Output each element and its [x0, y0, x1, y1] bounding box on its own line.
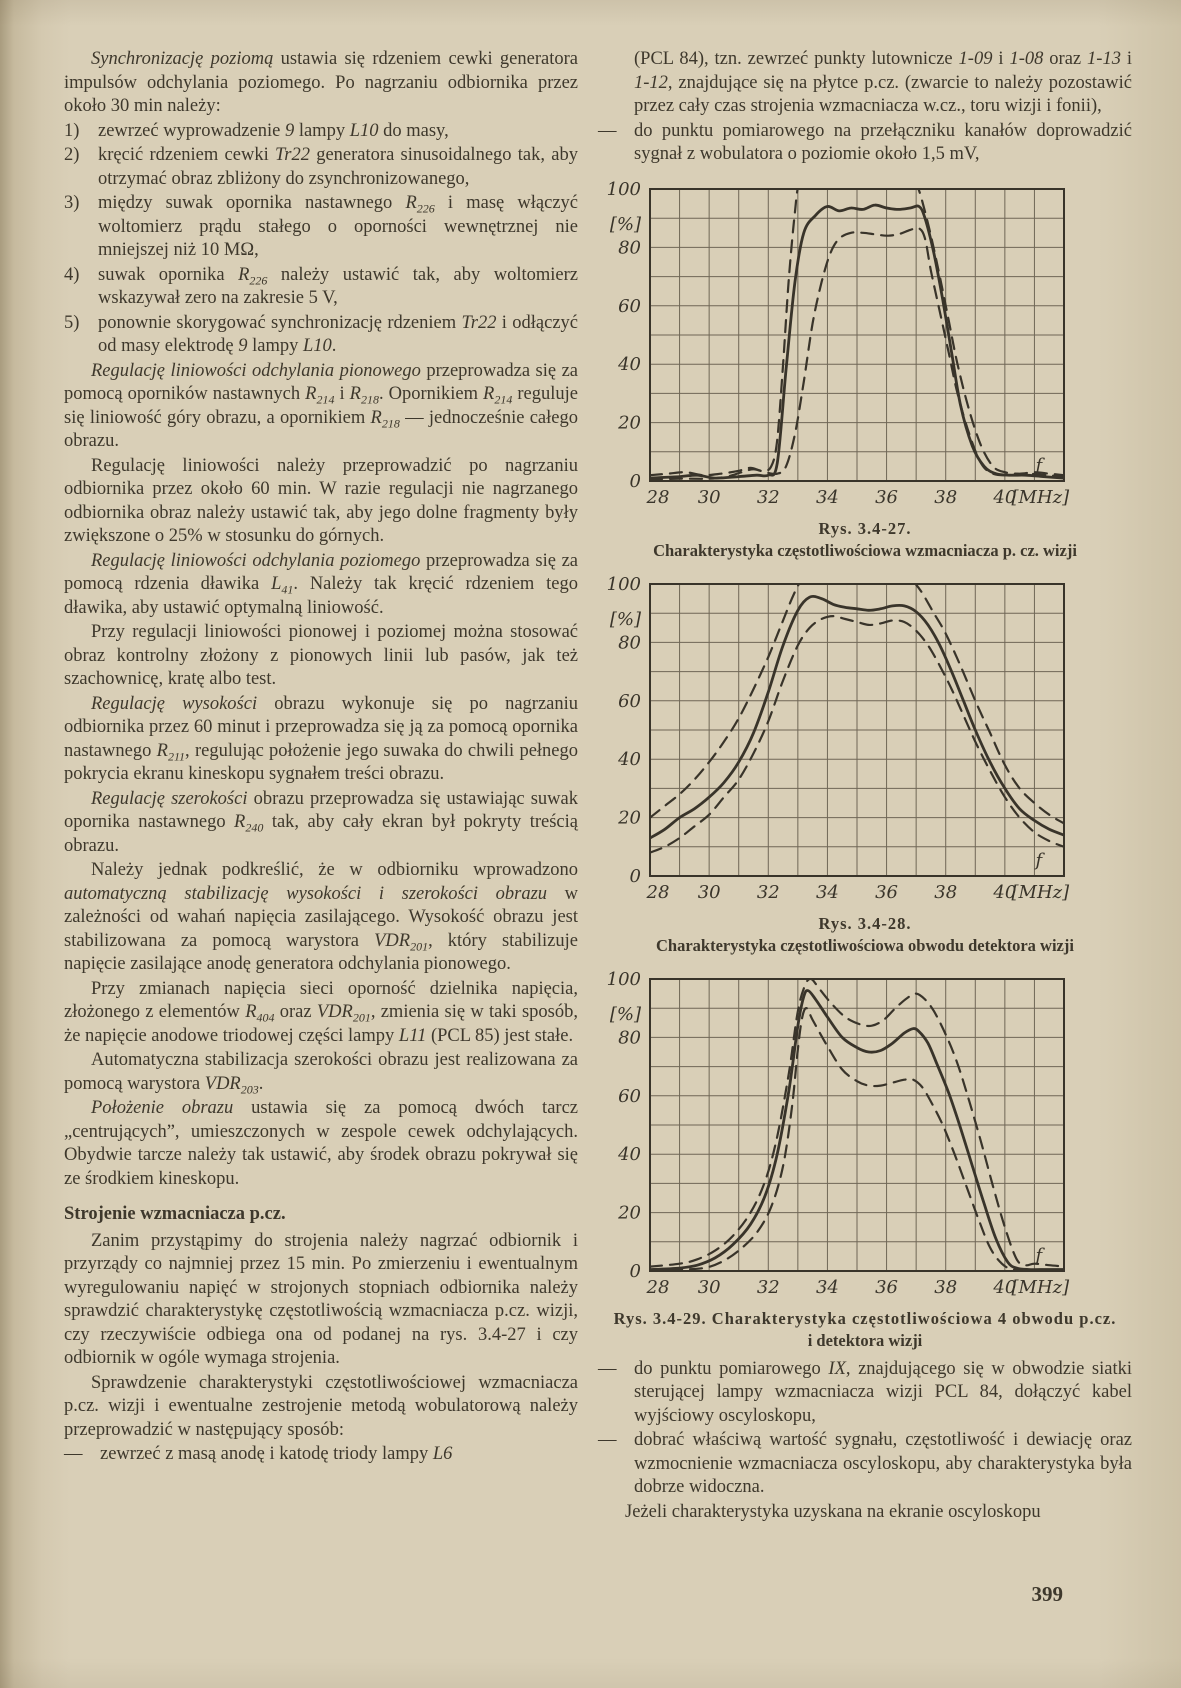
svg-text:40: 40	[993, 486, 1017, 508]
y-axis-labels	[607, 574, 642, 887]
svg-text:0: 0	[629, 1260, 641, 1282]
svg-text:60: 60	[618, 295, 641, 317]
section-heading: Strojenie wzmacniacza p.cz.	[64, 1204, 286, 1224]
svg-text:30: 30	[697, 486, 721, 508]
svg-text:100: 100	[606, 573, 641, 595]
paragraph: Regulację szerokości obrazu przeprowadza się ustawiając suwak opornika nastawnego $R_{240}$ tak, aby cały ekran był pokryty treścią obrazu.	[64, 788, 578, 856]
svg-text:34: 34	[815, 881, 839, 903]
svg-text:[MHz]: [MHz]	[1011, 881, 1070, 903]
svg-text:20: 20	[618, 412, 641, 434]
svg-text:40: 40	[993, 1276, 1017, 1298]
svg-text:38: 38	[934, 486, 958, 508]
svg-text:20: 20	[618, 807, 641, 829]
svg-text:38: 38	[934, 881, 958, 903]
svg-text:34: 34	[815, 486, 839, 508]
figure-number: Rys. 3.4-29. Charakterystyka częstotliwościowa 4 obwodu p.cz.	[613, 1308, 1117, 1328]
dash-list-item: — do punktu pomiarowego IX, znajdującego się w obwodzie siatki sterującej lampy wzmacniacza wizji PCL 84, dołączyć kabel wyjściowy oscyloskopu,	[598, 1358, 1132, 1426]
list-marker: —	[64, 1444, 83, 1464]
line-chart	[598, 179, 1072, 513]
svg-text:0: 0	[629, 470, 641, 492]
paragraph: Przy regulacji liniowości pionowej i poziomej można stosować obraz kontrolny złożony z pionowych linii lub pasów, jak też szachownicę, kratę albo test.	[64, 622, 578, 689]
continuation-paragraph: (PCL 84), tzn. zewrzeć punkty lutownicze 1-09 i 1-08 oraz 1-13 i 1-12, znajdujące się na płytce p.cz. (zwarcie to należy pozostawić przez cały czas strojenia wzmacniacza w.cz., toru wizji i fonii),	[634, 49, 1133, 116]
figure-3-4-27	[598, 179, 1132, 562]
paragraph: Sprawdzenie charakterystyki częstotliwościowej wzmacniacza p.cz. wizji i ewentualne zestrojenie metodą wobulatorową należy przeprowadzić w następujący sposób:	[64, 1372, 578, 1440]
paragraph: Jeżeli charakterystyka uzyskana na ekranie oscyloskopu	[625, 1501, 1041, 1522]
frequency-response-chart-if-amplifier	[598, 179, 1132, 518]
paragraph: Regulację liniowości odchylania pionowego przeprowadza się za pomocą oporników nastawnych $R_{214}$ i $R_{218}$. Opornikiem $R_{214}$ reguluje się liniowość góry obrazu, a opornikiem $R_{218}$ — jednocześnie całego obrazu.	[64, 360, 578, 451]
svg-text:[%]: [%]	[609, 213, 641, 235]
right-text-column	[598, 48, 1132, 1525]
dash-list-item: — do punktu pomiarowego na przełączniku kanałów doprowadzić sygnał z wobulatora o poziomie około 1,5 mV,	[598, 120, 1132, 164]
svg-text:80: 80	[618, 1026, 641, 1048]
figure-title: Charakterystyka częstotliwościowa obwodu detektora wizji	[656, 935, 1074, 955]
frequency-axis-symbol: f	[1035, 454, 1043, 476]
svg-text:100: 100	[606, 178, 641, 200]
numbered-list-item: 4) suwak opornika $R_{226}$ należy ustawić tak, aby woltomierz wskazywał zero na zakresie 5 V,	[64, 264, 578, 308]
numbered-list-item: 1) zewrzeć wyprowadzenie 9 lampy L10 do masy,	[64, 120, 578, 144]
line-chart	[598, 969, 1072, 1303]
frequency-response-chart-4th-if-circuit	[598, 969, 1132, 1308]
frequency-axis-symbol: f	[1035, 1244, 1043, 1266]
figure-caption	[598, 518, 1132, 562]
svg-text:60: 60	[618, 1085, 641, 1107]
svg-text:36: 36	[875, 881, 899, 903]
svg-text:20: 20	[618, 1202, 641, 1224]
svg-text:[%]: [%]	[609, 608, 641, 630]
right-column-top-text	[598, 48, 1132, 167]
svg-text:28: 28	[646, 486, 670, 508]
y-axis-labels	[607, 179, 642, 492]
list-marker: 4)	[64, 264, 80, 285]
list-marker: —	[598, 120, 617, 141]
svg-text:40: 40	[618, 353, 641, 375]
paragraph: Regulację wysokości obrazu wykonuje się po nagrzaniu odbiornika przez 60 minut i przeprowadza się ją za pomocą opornika nastawnego $R_{211}$, regulując położenie jego suwaka do chwili pełnego pokrycia ekranu kineskopu sygnałem treści obrazu.	[64, 693, 579, 784]
paragraph: Położenie obrazu ustawia się za pomocą dwóch tarcz „centrujących”, umieszczonych w zespole cewek odchylających. Obydwie tarcze należy tak ustawić, aby środek obrazu pokrywał się ze środkiem kineskopu.	[64, 1098, 578, 1189]
list-marker: 5)	[64, 312, 80, 333]
figure-title: Charakterystyka częstotliwościowa wzmacniacza p. cz. wizji	[653, 540, 1077, 560]
figure-title: i detektora wizji	[807, 1330, 923, 1350]
list-marker: —	[598, 1358, 617, 1379]
paragraph: Należy jednak podkreślić, że w odbiorniku wprowadzono automatyczną stabilizację wysokości i szerokości obrazu w zależności od wahań napięcia zasilającego. Wysokość obrazu jest stabilizowana za pomocą warystora $VDR_{201}$, który stabilizuje napięcie zasilające anodę generatora odchylania pionowego.	[64, 860, 578, 974]
svg-text:40: 40	[618, 1143, 641, 1165]
svg-text:28: 28	[646, 1276, 670, 1298]
line-chart	[598, 574, 1072, 908]
left-text-column	[64, 48, 578, 1468]
figure-caption	[598, 913, 1132, 957]
frequency-response-chart-video-detector	[598, 574, 1132, 913]
svg-text:36: 36	[875, 1276, 899, 1298]
svg-text:30: 30	[697, 881, 721, 903]
svg-text:100: 100	[606, 968, 641, 990]
figure-caption	[598, 1308, 1132, 1352]
figure-3-4-28	[598, 574, 1132, 957]
paragraph: Regulację liniowości odchylania poziomego przeprowadza się za pomocą rdzenia dławika $L_{41}$. Należy tak kręcić rdzeniem tego dławika, aby ustawić optymalną liniowość.	[64, 550, 578, 618]
list-marker: 3)	[64, 193, 80, 213]
numbered-list-item: 5) ponownie skorygować synchronizację rdzeniem Tr22 i odłączyć od masy elektrodę 9 lampy L10.	[64, 312, 579, 356]
paragraph: Regulację liniowości należy przeprowadzić po nagrzaniu odbiornika przez około 60 min. W razie regulacji nie nagrzanego odbiornika obraz należy ustawić tak, aby jego dolne fragmenty były zwiększone o 25% w stosunku do górnych.	[64, 455, 578, 546]
list-marker: 2)	[64, 145, 80, 165]
svg-text:36: 36	[875, 486, 899, 508]
svg-text:[MHz]: [MHz]	[1011, 1276, 1070, 1298]
svg-text:32: 32	[756, 486, 780, 508]
chart-grid	[650, 584, 1064, 876]
svg-text:[%]: [%]	[609, 1003, 641, 1025]
list-marker: 1)	[64, 120, 80, 141]
paragraph: Przy zmianach napięcia sieci oporność dzielnika napięcia, złożonego z elementów $R_{404}$ oraz $VDR_{201}$, zmienia się w taki sposób, że napięcie anodowe triodowej części lampy L11 (PCL 85) jest stałe.	[64, 978, 578, 1046]
svg-text:32: 32	[756, 1276, 780, 1298]
svg-text:80: 80	[618, 631, 641, 653]
svg-text:34: 34	[815, 1276, 839, 1298]
chart-grid	[650, 189, 1064, 481]
dash-list-item: — zewrzeć z masą anodę i katodę triody lampy L6	[64, 1443, 578, 1467]
page-number: 399	[1031, 1582, 1063, 1606]
numbered-list-item: 3) między suwak opornika nastawnego $R_{226}$ i masę włączyć woltomierz prądu stałego o oporności wewnętrznej nie mniejszej niż 10 MΩ,	[64, 193, 578, 260]
svg-text:30: 30	[697, 1276, 721, 1298]
svg-text:32: 32	[756, 881, 780, 903]
svg-text:[MHz]: [MHz]	[1011, 486, 1070, 508]
svg-text:60: 60	[618, 690, 641, 712]
list-marker: —	[598, 1430, 617, 1450]
figure-number: Rys. 3.4-28.	[818, 913, 912, 933]
frequency-axis-symbol: f	[1035, 849, 1043, 871]
figure-number: Rys. 3.4-27.	[818, 518, 912, 538]
paragraph: Synchronizację poziomą ustawia się rdzeniem cewki generatora impulsów odchylania poziomego. Po nagrzaniu odbiornika przez około 30 min należy:	[64, 49, 578, 116]
paragraph: Zanim przystąpimy do strojenia należy nagrzać odbiornik i przyrządy co najmniej przez 15 min. Po zmierzeniu i ewentualnym wyregulowaniu napięć w strojonych stopniach odbiornika należy sprawdzić charakterystykę częstotliwością wzmacniacza p.cz. wizji, czy rzeczywiście odbiega ona od podanej na rys. 3.4-27 i czy odbiornik w ogóle wymaga strojenia.	[64, 1230, 578, 1368]
svg-text:0: 0	[629, 865, 641, 887]
svg-text:38: 38	[934, 1276, 958, 1298]
y-axis-labels	[607, 969, 642, 1282]
paragraph: Automatyczna stabilizacja szerokości obrazu jest realizowana za pomocą warystora $VDR_{203}$.	[64, 1050, 578, 1097]
right-column-bottom-text	[598, 1358, 1132, 1525]
svg-text:80: 80	[618, 236, 641, 258]
numbered-list-item: 2) kręcić rdzeniem cewki Tr22 generatora sinusoidalnego tak, aby otrzymać obraz zbliżony do zsynchronizowanego,	[64, 145, 578, 189]
dash-list-item: — dobrać właściwą wartość sygnału, częstotliwość i dewiację oraz wzmocnienie wzmacniacza oscyloskopu, aby charakterystyka była dobrze widoczna.	[598, 1430, 1132, 1497]
figure-3-4-29	[598, 969, 1132, 1352]
svg-text:40: 40	[993, 881, 1017, 903]
svg-text:40: 40	[618, 748, 641, 770]
svg-text:28: 28	[646, 881, 670, 903]
